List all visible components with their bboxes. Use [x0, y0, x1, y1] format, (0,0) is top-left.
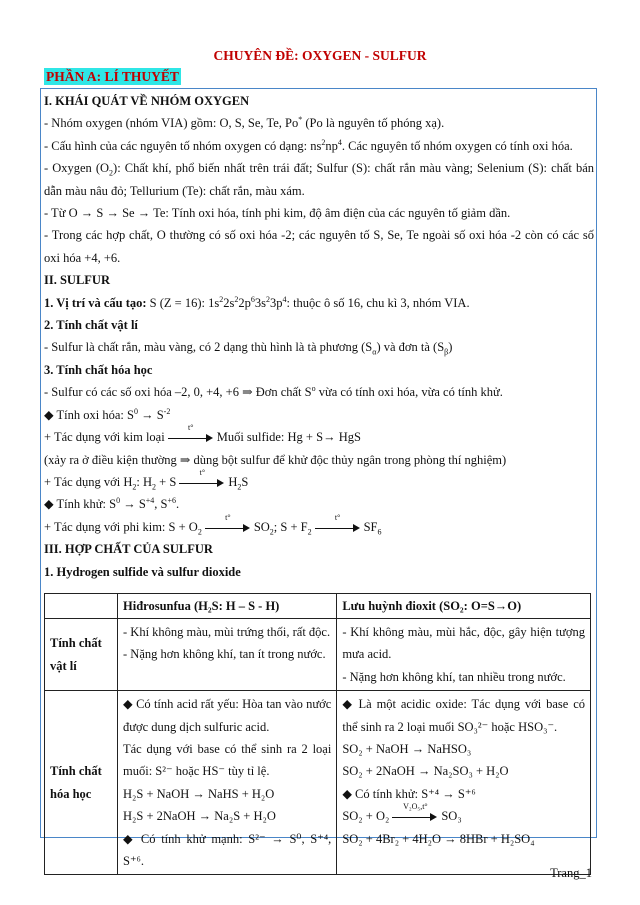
catalyst-arrow: V₂O₅,t° [392, 812, 438, 822]
table-cell: - Khí không màu, mùi hắc, độc, gây hiện tượng mưa acid. - Nặng hơn không khí, tan nhiều trong nước. [337, 619, 591, 691]
table-cell: - Khí không màu, mùi trứng thối, rất độc. - Nặng hơn không khí, tan ít trong nước. [118, 619, 337, 691]
page-number: Trang_1 [550, 866, 592, 880]
group-members-line: - Nhóm oxygen (nhóm VIA) gồm: O, S, Se, Te, Po* (Po là nguyên tố phóng xạ). [44, 115, 445, 131]
oxidizing-property-line: ◆ Tính oxi hóa: $S^0 \to S^{-2}$ [44, 406, 171, 422]
document-title: CHUYÊN ĐỀ: OXYGEN - SULFUR [213, 48, 427, 63]
reaction-with-metal-line: + Tác dụng với kim loại t° Muối sulfide: Hg + S→ HgS [44, 423, 361, 445]
physical-properties-heading: 2. Tính chất vật lí [44, 318, 138, 333]
table-cell: ◆ Là một acidic oxide: Tác dụng với base có thể sinh ra 2 loại muối SO₃²⁻ hoặc HSO₃⁻. SO₂ + NaOH → NaHSO₃ SO₂ + 2NaOH → Na₂SO₃ + H₂O ◆ Có tính khử: S⁺⁴ → S⁺⁶ SO₂ + O₂ V₂O₅,t° SO₃ SO₂ + 4Br₂ + 4H₂O → 8HBr + H₂SO₄ [337, 691, 591, 875]
heat-arrow: t° [315, 523, 361, 533]
chemical-properties-heading: 3. Tính chất hóa học [44, 362, 153, 377]
theory-content [44, 90, 594, 583]
column-header-h2s: Hiđrosunfua (H₂S: H – S - H) [118, 594, 337, 619]
column-header-so2: Lưu huỳnh đioxit (SO₂: O=S→O) [337, 594, 591, 619]
reaction-with-nonmetal-line: + Tác dụng với phi kim: $S + O_2$ t° $SO_2$; $S + F_2$ t° $SF_6$ [44, 512, 382, 537]
section-3-heading: III. HỢP CHẤT CỦA SULFUR [44, 542, 213, 557]
section-1-heading: I. KHÁI QUÁT VỀ NHÓM OXYGEN [44, 94, 250, 108]
section-2-heading: II. SULFUR [44, 273, 110, 288]
reaction-with-hydrogen-line: + Tác dụng với $H_2$: $H_2 + S$ t° $H_2S$ [44, 468, 249, 492]
oxidation-numbers-line: - Sulfur có các số oxi hóa –2, 0, +4, +6 ⇒ Đơn chất $S^o$ vừa có tính oxi hóa, vừa có tính khử. [44, 384, 503, 400]
table-header-row [45, 594, 591, 619]
mercury-note-line: (xảy ra ở điều kiện thường ⇒ dùng bột sulfur để khử độc thủy ngân trong phòng thí nghiệm) [44, 452, 507, 467]
table-cell: ◆ Có tính acid rất yếu: Hòa tan vào nước được dung dịch sulfuric acid. Tác dụng với base có thể sinh ra 2 loại muối: S²⁻ hoặc HS⁻ tùy tỉ lệ. H₂S + NaOH → NaHS + H₂O H₂S + 2NaOH → Na₂S + H₂O ◆ Có tính khử mạnh: S²⁻ → S⁰, S⁺⁴, S⁺⁶. [118, 691, 337, 875]
oxidation-states-line: - Trong các hợp chất, O thường có số oxi hóa -2; các nguyên tố S, Se, Te ngoài số oxi hóa -2 còn có các số oxi hóa +4, +6. [44, 228, 594, 265]
electron-config-line: - Cấu hình của các nguyên tố nhóm oxygen có dạng: $ns^2np^4$. Các nguyên tố nhóm oxygen có tính oxi hóa. [44, 137, 573, 153]
sulfur-position-line: 1. Vị trí và cấu tạo: S (Z = 16): $1s^22s^22p^63s^23p^4$: thuộc ô số 16, chu kì 3, nhóm VIA. [44, 294, 470, 310]
heat-arrow: t° [205, 523, 251, 533]
table-corner-cell [45, 594, 118, 619]
table-row [45, 691, 591, 875]
row-header-physical: Tính chất vật lí [45, 619, 118, 691]
heat-arrow: t° [168, 433, 214, 443]
subsection-1-heading: 1. Hydrogen sulfide và sulfur dioxide [44, 564, 241, 579]
heat-arrow: t° [179, 478, 225, 488]
compounds-table [44, 593, 591, 875]
part-a-heading: PHẦN A: LÍ THUYẾT [46, 69, 179, 84]
table-row [45, 619, 591, 691]
reducing-property-line: ◆ Tính khử: $S^0 \to S^{+4}$, $S^{+6}$. [44, 496, 180, 512]
trend-line: - Từ O → S → Se → Te: Tính oxi hóa, tính phi kim, độ âm điện của các nguyên tố giảm dần. [44, 206, 511, 221]
element-states-line: - Oxygen $(O_2)$: Chất khí, phổ biến nhất trên trái đất; Sulfur (S): chất rắn màu vàng; Selenium (S): chất bán dẫn màu nâu đỏ; Tellurium (Te): chất rắn, màu xám. [44, 161, 594, 198]
allotropes-line: - Sulfur là chất rắn, màu vàng, có 2 dạng thù hình là tà phương $(S_\alpha)$ và đơn tà $(S_\beta)$ [44, 340, 453, 357]
row-header-chemical: Tính chất hóa học [45, 691, 118, 875]
